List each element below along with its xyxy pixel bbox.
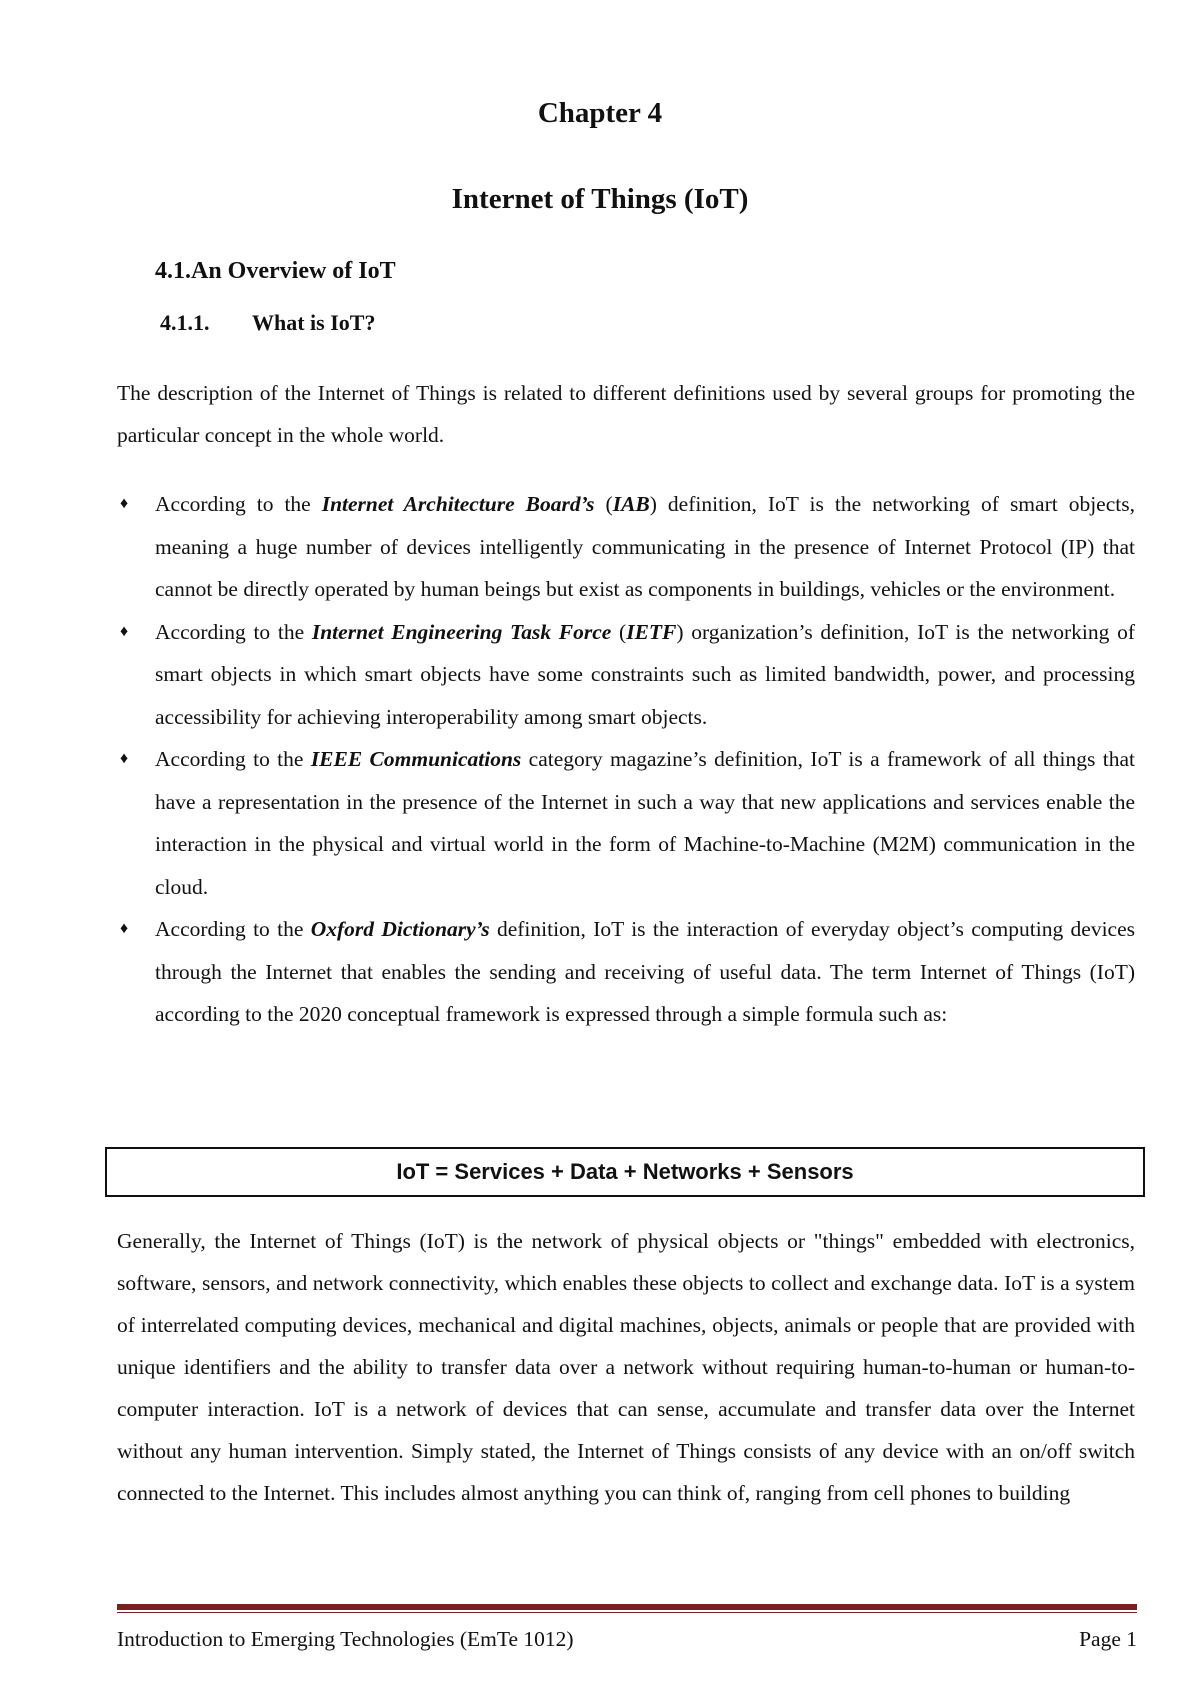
organization-name: Oxford Dictionary’s bbox=[310, 917, 490, 941]
bullet-text-post: ) definition, IoT is the networking of smart objects, meaning a huge number of devices intelligently communicating in the presence of Internet Protocol (IP) that cannot be directly operated by human beings but exist as components in buildings, vehicles or the environment. bbox=[155, 492, 1135, 601]
organization-name: Internet Architecture Board’s bbox=[321, 492, 595, 516]
subsection-number: 4.1.1. bbox=[160, 310, 210, 335]
iot-formula-box bbox=[105, 1147, 1145, 1197]
diamond-bullet-icon: ♦ bbox=[120, 495, 129, 512]
list-item bbox=[117, 738, 1135, 908]
definitions-list bbox=[117, 483, 1135, 1036]
bullet-text-post: category magazine’s definition, IoT is a framework of all things that have a representation in the presence of the Internet in such a way that new applications and services enable the interaction in the physical and virtual world in the form of Machine-to-Machine (M2M) communication in the cloud. bbox=[155, 747, 1135, 899]
chapter-title: Internet of Things (IoT) bbox=[451, 183, 749, 215]
diamond-bullet-icon: ♦ bbox=[120, 750, 129, 767]
bullet-text-pre: According to the bbox=[155, 747, 311, 771]
footer-course-title: Introduction to Emerging Technologies (EmTe 1012) bbox=[117, 1627, 574, 1651]
bullet-text-mid: ( bbox=[611, 619, 627, 644]
diamond-bullet-icon: ♦ bbox=[120, 622, 129, 640]
list-item bbox=[117, 483, 1135, 611]
diamond-bullet-icon: ♦ bbox=[120, 920, 129, 937]
organization-name: IEEE Communications bbox=[310, 747, 522, 771]
bullet-text-pre: According to the bbox=[155, 917, 311, 941]
chapter-label: Chapter 4 bbox=[537, 97, 663, 129]
subsection-title: What is IoT? bbox=[252, 310, 376, 335]
organization-name: Internet Engineering Task Force bbox=[311, 619, 612, 644]
footer-divider bbox=[117, 1604, 1137, 1610]
list-item bbox=[117, 908, 1135, 1036]
iot-formula: IoT = Services + Data + Networks + Sensors bbox=[396, 1159, 854, 1184]
bullet-text-mid: ( bbox=[594, 492, 613, 516]
section-heading: 4.1.An Overview of IoT bbox=[155, 258, 396, 284]
subsection-heading bbox=[160, 306, 375, 340]
footer-page-number: Page 1 bbox=[1079, 1627, 1137, 1651]
bullet-text-post: ) organization’s definition, IoT is the networking of smart objects in which smart objects have some constraints such as limited bandwidth, power, and processing accessibility for achieving interoperability among smart objects. bbox=[155, 619, 1135, 729]
footer-divider-thin bbox=[117, 1612, 1137, 1613]
organization-abbreviation: IETF bbox=[626, 619, 677, 644]
bullet-text-pre: According to the bbox=[155, 492, 322, 516]
bullet-text-pre: According to the bbox=[155, 619, 312, 644]
body-paragraph: Generally, the Internet of Things (IoT) is the network of physical objects or "things" embedded with electronics, software, sensors, and network connectivity, which enables these objects to collect and exchange data. IoT is a system of interrelated computing devices, mechanical and digital machines, objects, animals or people that are provided with unique identifiers and the ability to transfer data over a network without requiring human-to-human or human-to-computer interaction. IoT is a network of devices that can sense, accumulate and transfer data over the Internet without any human intervention. Simply stated, the Internet of Things consists of any device with an on/off switch connected to the Internet. This includes almost anything you can think of, ranging from cell phones to building bbox=[117, 1229, 1135, 1505]
list-item bbox=[117, 611, 1135, 739]
bullet-text-post: definition, IoT is the interaction of everyday object’s computing devices through the Internet that enables the sending and receiving of useful data. The term Internet of Things (IoT) according to the 2020 conceptual framework is expressed through a simple formula such as: bbox=[155, 917, 1135, 1026]
organization-abbreviation: IAB bbox=[612, 492, 650, 516]
intro-paragraph: The description of the Internet of Things is related to different definitions used by several groups for promoting the particular concept in the whole world. bbox=[117, 381, 1135, 447]
